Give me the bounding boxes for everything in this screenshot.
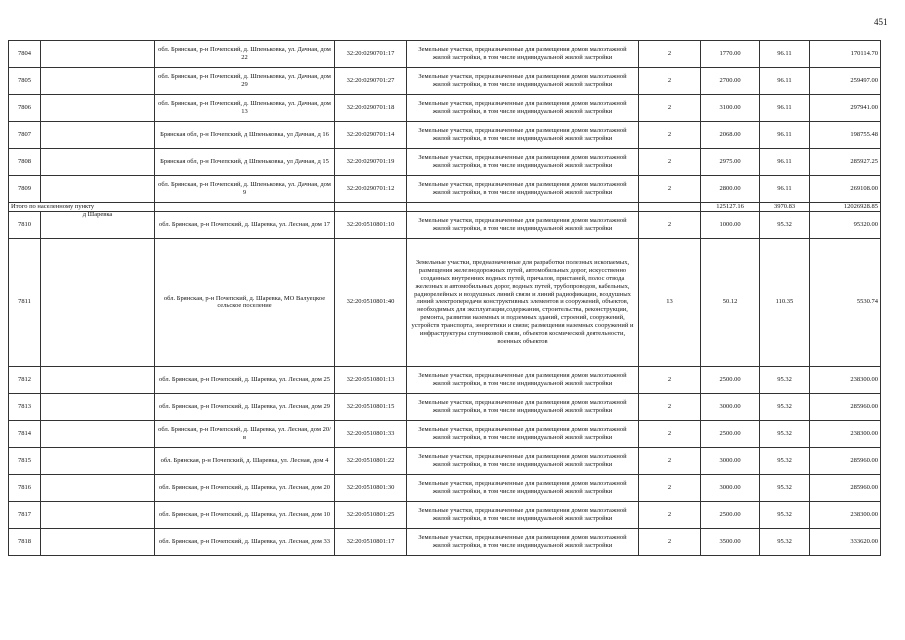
cadastral-number: 32:20:0290701:17	[335, 41, 407, 68]
locality-cell	[41, 501, 155, 528]
row-number: 7815	[9, 447, 41, 474]
cadastral-value: 238300.00	[810, 420, 881, 447]
group-code: 2	[639, 366, 701, 393]
locality-cell	[41, 95, 155, 122]
address-cell: обл. Брянская, р-н Почепский, д. Шаревка, ул. Лесная, дом 4	[155, 447, 335, 474]
row-number: 7817	[9, 501, 41, 528]
row-number: 7809	[9, 176, 41, 203]
row-number: 7813	[9, 393, 41, 420]
total-value: 12026928.85	[810, 203, 881, 212]
group-code: 2	[639, 122, 701, 149]
cadastral-number: 32:20:0510801:25	[335, 501, 407, 528]
area-value: 3000.00	[701, 393, 760, 420]
address-cell: Брянская обл, р-н Почепский, д Шпеньковка, ул Дачная, д 16	[155, 122, 335, 149]
locality-cell	[41, 238, 155, 366]
row-number: 7806	[9, 95, 41, 122]
land-purpose: Земельные участки, предназначенные для размещения домов малоэтажной жилой застройки, в том числе индивидуальной жилой застройки	[407, 393, 639, 420]
land-purpose: Земельные участки, предназначенные для размещения домов малоэтажной жилой застройки, в том числе индивидуальной жилой застройки	[407, 366, 639, 393]
table-row	[9, 211, 881, 238]
group-code: 2	[639, 95, 701, 122]
total-label: Итого по населенному пункту	[9, 203, 155, 212]
land-purpose: Земельные участки, предназначенные для размещения домов малоэтажной жилой застройки, в том числе индивидуальной жилой застройки	[407, 149, 639, 176]
address-cell: обл. Брянская, р-н Почепский, д. Шаревка, ул. Лесная, дом 20/в	[155, 420, 335, 447]
cadastral-number: 32:20:0510801:15	[335, 393, 407, 420]
cadastral-value: 95320.00	[810, 211, 881, 238]
cadastral-number: 32:20:0510801:13	[335, 366, 407, 393]
row-number: 7805	[9, 68, 41, 95]
land-purpose: Земельные участки, предназначенные для размещения домов малоэтажной жилой застройки, в том числе индивидуальной жилой застройки	[407, 447, 639, 474]
locality-cell	[41, 528, 155, 555]
cadastral-value: 238300.00	[810, 501, 881, 528]
land-purpose: Земельные участки, предназначенные для размещения домов малоэтажной жилой застройки, в том числе индивидуальной жилой застройки	[407, 420, 639, 447]
table-row	[9, 95, 881, 122]
locality-cell	[41, 68, 155, 95]
cadastral-number: 32:20:0510801:33	[335, 420, 407, 447]
locality-cell	[41, 474, 155, 501]
cadastral-number: 32:20:0510801:40	[335, 238, 407, 366]
locality-cell	[41, 176, 155, 203]
land-purpose: Земельные участки, предназначенные для размещения домов малоэтажной жилой застройки, в том числе индивидуальной жилой застройки	[407, 211, 639, 238]
address-cell: обл. Брянская, р-н Почепский, д. Шпеньковка, ул. Дачная, дом 22	[155, 41, 335, 68]
row-number: 7808	[9, 149, 41, 176]
cadastral-value: 285960.00	[810, 474, 881, 501]
group-code: 2	[639, 41, 701, 68]
land-purpose: Земельные участки, предназначенные для размещения домов малоэтажной жилой застройки, в том числе индивидуальной жилой застройки	[407, 95, 639, 122]
area-value: 50.12	[701, 238, 760, 366]
land-registry-table	[8, 40, 881, 556]
table-row	[9, 528, 881, 555]
locality-name: д Шаревка	[82, 211, 113, 218]
cadastral-number: 32:20:0290701:19	[335, 149, 407, 176]
locality-cell	[41, 149, 155, 176]
land-purpose: Земельные участки, предназначенные для разработки полезных ископаемых, размещения железнодорожных путей, автомобильных дорог, искусственно созданных внутренних водных путей, причалов, пристаней, полос отвода железных и автомобильных дорог, водных путей, трубопроводов, кабельных, радиорелейных и воздушных линий связи и линий радиофикации, воздушных линий электропередачи конструктивных элементов и сооружений, объектов, необходимых для эксплуатации,содержания, строительства, реконструкции, ремонта, развития наземных и подземных зданий, строений, сооружений, устройств транспорта, энергетики и связи; размещения наземных сооружений и инфраструктуры спутниковой связи, объектов космической деятельности, военных объектов	[407, 238, 639, 366]
rate-value: 96.11	[760, 122, 810, 149]
area-value: 2700.00	[701, 68, 760, 95]
group-code: 2	[639, 447, 701, 474]
table-row	[9, 420, 881, 447]
table-row	[9, 474, 881, 501]
cadastral-value: 259497.00	[810, 68, 881, 95]
address-cell: обл. Брянская, р-н Почепский, д. Шаревка, ул. Лесная, дом 33	[155, 528, 335, 555]
cadastral-number: 32:20:0290701:14	[335, 122, 407, 149]
table-row	[9, 447, 881, 474]
total-area: 125127.16	[701, 203, 760, 212]
area-value: 3000.00	[701, 474, 760, 501]
cadastral-number: 32:20:0290701:12	[335, 176, 407, 203]
locality-cell	[41, 420, 155, 447]
cadastral-value: 333620.00	[810, 528, 881, 555]
area-value: 1770.00	[701, 41, 760, 68]
row-number: 7811	[9, 238, 41, 366]
total-rate: 3970.83	[760, 203, 810, 212]
locality-cell	[41, 211, 155, 238]
cadastral-number: 32:20:0290701:27	[335, 68, 407, 95]
locality-cell	[41, 41, 155, 68]
table-row	[9, 238, 881, 366]
table-row	[9, 176, 881, 203]
group-code: 2	[639, 211, 701, 238]
land-purpose: Земельные участки, предназначенные для размещения домов малоэтажной жилой застройки, в том числе индивидуальной жилой застройки	[407, 501, 639, 528]
rate-value: 110.35	[760, 238, 810, 366]
land-purpose: Земельные участки, предназначенные для размещения домов малоэтажной жилой застройки, в том числе индивидуальной жилой застройки	[407, 528, 639, 555]
cadastral-value: 297941.00	[810, 95, 881, 122]
area-value: 2800.00	[701, 176, 760, 203]
row-number: 7816	[9, 474, 41, 501]
locality-cell	[41, 122, 155, 149]
cadastral-number: 32:20:0510801:17	[335, 528, 407, 555]
table-row	[9, 149, 881, 176]
rate-value: 96.11	[760, 41, 810, 68]
address-cell: обл. Брянская, р-н Почепский, д. Шаревка, МО Валуецкое сельское поселение	[155, 238, 335, 366]
area-value: 2500.00	[701, 501, 760, 528]
rate-value: 95.32	[760, 474, 810, 501]
area-value: 2500.00	[701, 420, 760, 447]
rate-value: 95.32	[760, 447, 810, 474]
address-cell: Брянская обл, р-н Почепский, д Шпеньковка, ул Дачная, д 15	[155, 149, 335, 176]
land-purpose: Земельные участки, предназначенные для размещения домов малоэтажной жилой застройки, в том числе индивидуальной жилой застройки	[407, 474, 639, 501]
page-number: 451	[874, 17, 888, 27]
rate-value: 96.11	[760, 95, 810, 122]
table-row	[9, 122, 881, 149]
address-cell: обл. Брянская, р-н Почепский, д. Шаревка, ул. Лесная, дом 29	[155, 393, 335, 420]
address-cell: обл. Брянская, р-н Почепский, д. Шпеньковка, ул. Дачная, дом 9	[155, 176, 335, 203]
locality-cell	[41, 393, 155, 420]
cadastral-value: 170114.70	[810, 41, 881, 68]
row-number: 7810	[9, 211, 41, 238]
row-number: 7804	[9, 41, 41, 68]
address-cell: обл. Брянская, р-н Почепский, д. Шпеньковка, ул. Дачная, дом 13	[155, 95, 335, 122]
group-code: 2	[639, 393, 701, 420]
address-cell: обл. Брянская, р-н Почепский, д. Шаревка, ул. Лесная, дом 25	[155, 366, 335, 393]
rate-value: 95.32	[760, 528, 810, 555]
table-row	[9, 41, 881, 68]
cadastral-number: 32:20:0510801:30	[335, 474, 407, 501]
rate-value: 96.11	[760, 68, 810, 95]
group-code: 2	[639, 176, 701, 203]
table-row	[9, 501, 881, 528]
row-number: 7814	[9, 420, 41, 447]
total-row	[9, 203, 881, 212]
row-number: 7812	[9, 366, 41, 393]
group-code: 2	[639, 501, 701, 528]
table-row	[9, 393, 881, 420]
rate-value: 95.32	[760, 420, 810, 447]
address-cell: обл. Брянская, р-н Почепский, д. Шаревка, ул. Лесная, дом 10	[155, 501, 335, 528]
address-cell: обл. Брянская, р-н Почепский, д. Шаревка, ул. Лесная, дом 17	[155, 211, 335, 238]
group-code: 2	[639, 149, 701, 176]
land-purpose: Земельные участки, предназначенные для размещения домов малоэтажной жилой застройки, в том числе индивидуальной жилой застройки	[407, 122, 639, 149]
group-code: 2	[639, 528, 701, 555]
cadastral-value: 269108.00	[810, 176, 881, 203]
area-value: 3000.00	[701, 447, 760, 474]
area-value: 2975.00	[701, 149, 760, 176]
area-value: 3500.00	[701, 528, 760, 555]
cadastral-number: 32:20:0510801:10	[335, 211, 407, 238]
cadastral-value: 5530.74	[810, 238, 881, 366]
area-value: 2500.00	[701, 366, 760, 393]
table-row	[9, 366, 881, 393]
rate-value: 95.32	[760, 211, 810, 238]
group-code: 2	[639, 68, 701, 95]
land-purpose: Земельные участки, предназначенные для размещения домов малоэтажной жилой застройки, в том числе индивидуальной жилой застройки	[407, 41, 639, 68]
table-row	[9, 68, 881, 95]
cadastral-value: 285960.00	[810, 393, 881, 420]
rate-value: 96.11	[760, 149, 810, 176]
row-number: 7818	[9, 528, 41, 555]
area-value: 2068.00	[701, 122, 760, 149]
cadastral-number: 32:20:0290701:18	[335, 95, 407, 122]
cadastral-number: 32:20:0510801:22	[335, 447, 407, 474]
land-purpose: Земельные участки, предназначенные для размещения домов малоэтажной жилой застройки, в том числе индивидуальной жилой застройки	[407, 68, 639, 95]
row-number: 7807	[9, 122, 41, 149]
area-value: 1000.00	[701, 211, 760, 238]
locality-cell	[41, 366, 155, 393]
rate-value: 95.32	[760, 393, 810, 420]
group-code: 13	[639, 238, 701, 366]
rate-value: 95.32	[760, 366, 810, 393]
area-value: 3100.00	[701, 95, 760, 122]
cadastral-value: 238300.00	[810, 366, 881, 393]
rate-value: 95.32	[760, 501, 810, 528]
cadastral-value: 285927.25	[810, 149, 881, 176]
locality-cell	[41, 447, 155, 474]
group-code: 2	[639, 474, 701, 501]
rate-value: 96.11	[760, 176, 810, 203]
cadastral-value: 285960.00	[810, 447, 881, 474]
address-cell: обл. Брянская, р-н Почепский, д. Шпеньковка, ул. Дачная, дом 29	[155, 68, 335, 95]
group-code: 2	[639, 420, 701, 447]
address-cell: обл. Брянская, р-н Почепский, д. Шаревка, ул. Лесная, дом 20	[155, 474, 335, 501]
cadastral-value: 198755.48	[810, 122, 881, 149]
land-purpose: Земельные участки, предназначенные для размещения домов малоэтажной жилой застройки, в том числе индивидуальной жилой застройки	[407, 176, 639, 203]
